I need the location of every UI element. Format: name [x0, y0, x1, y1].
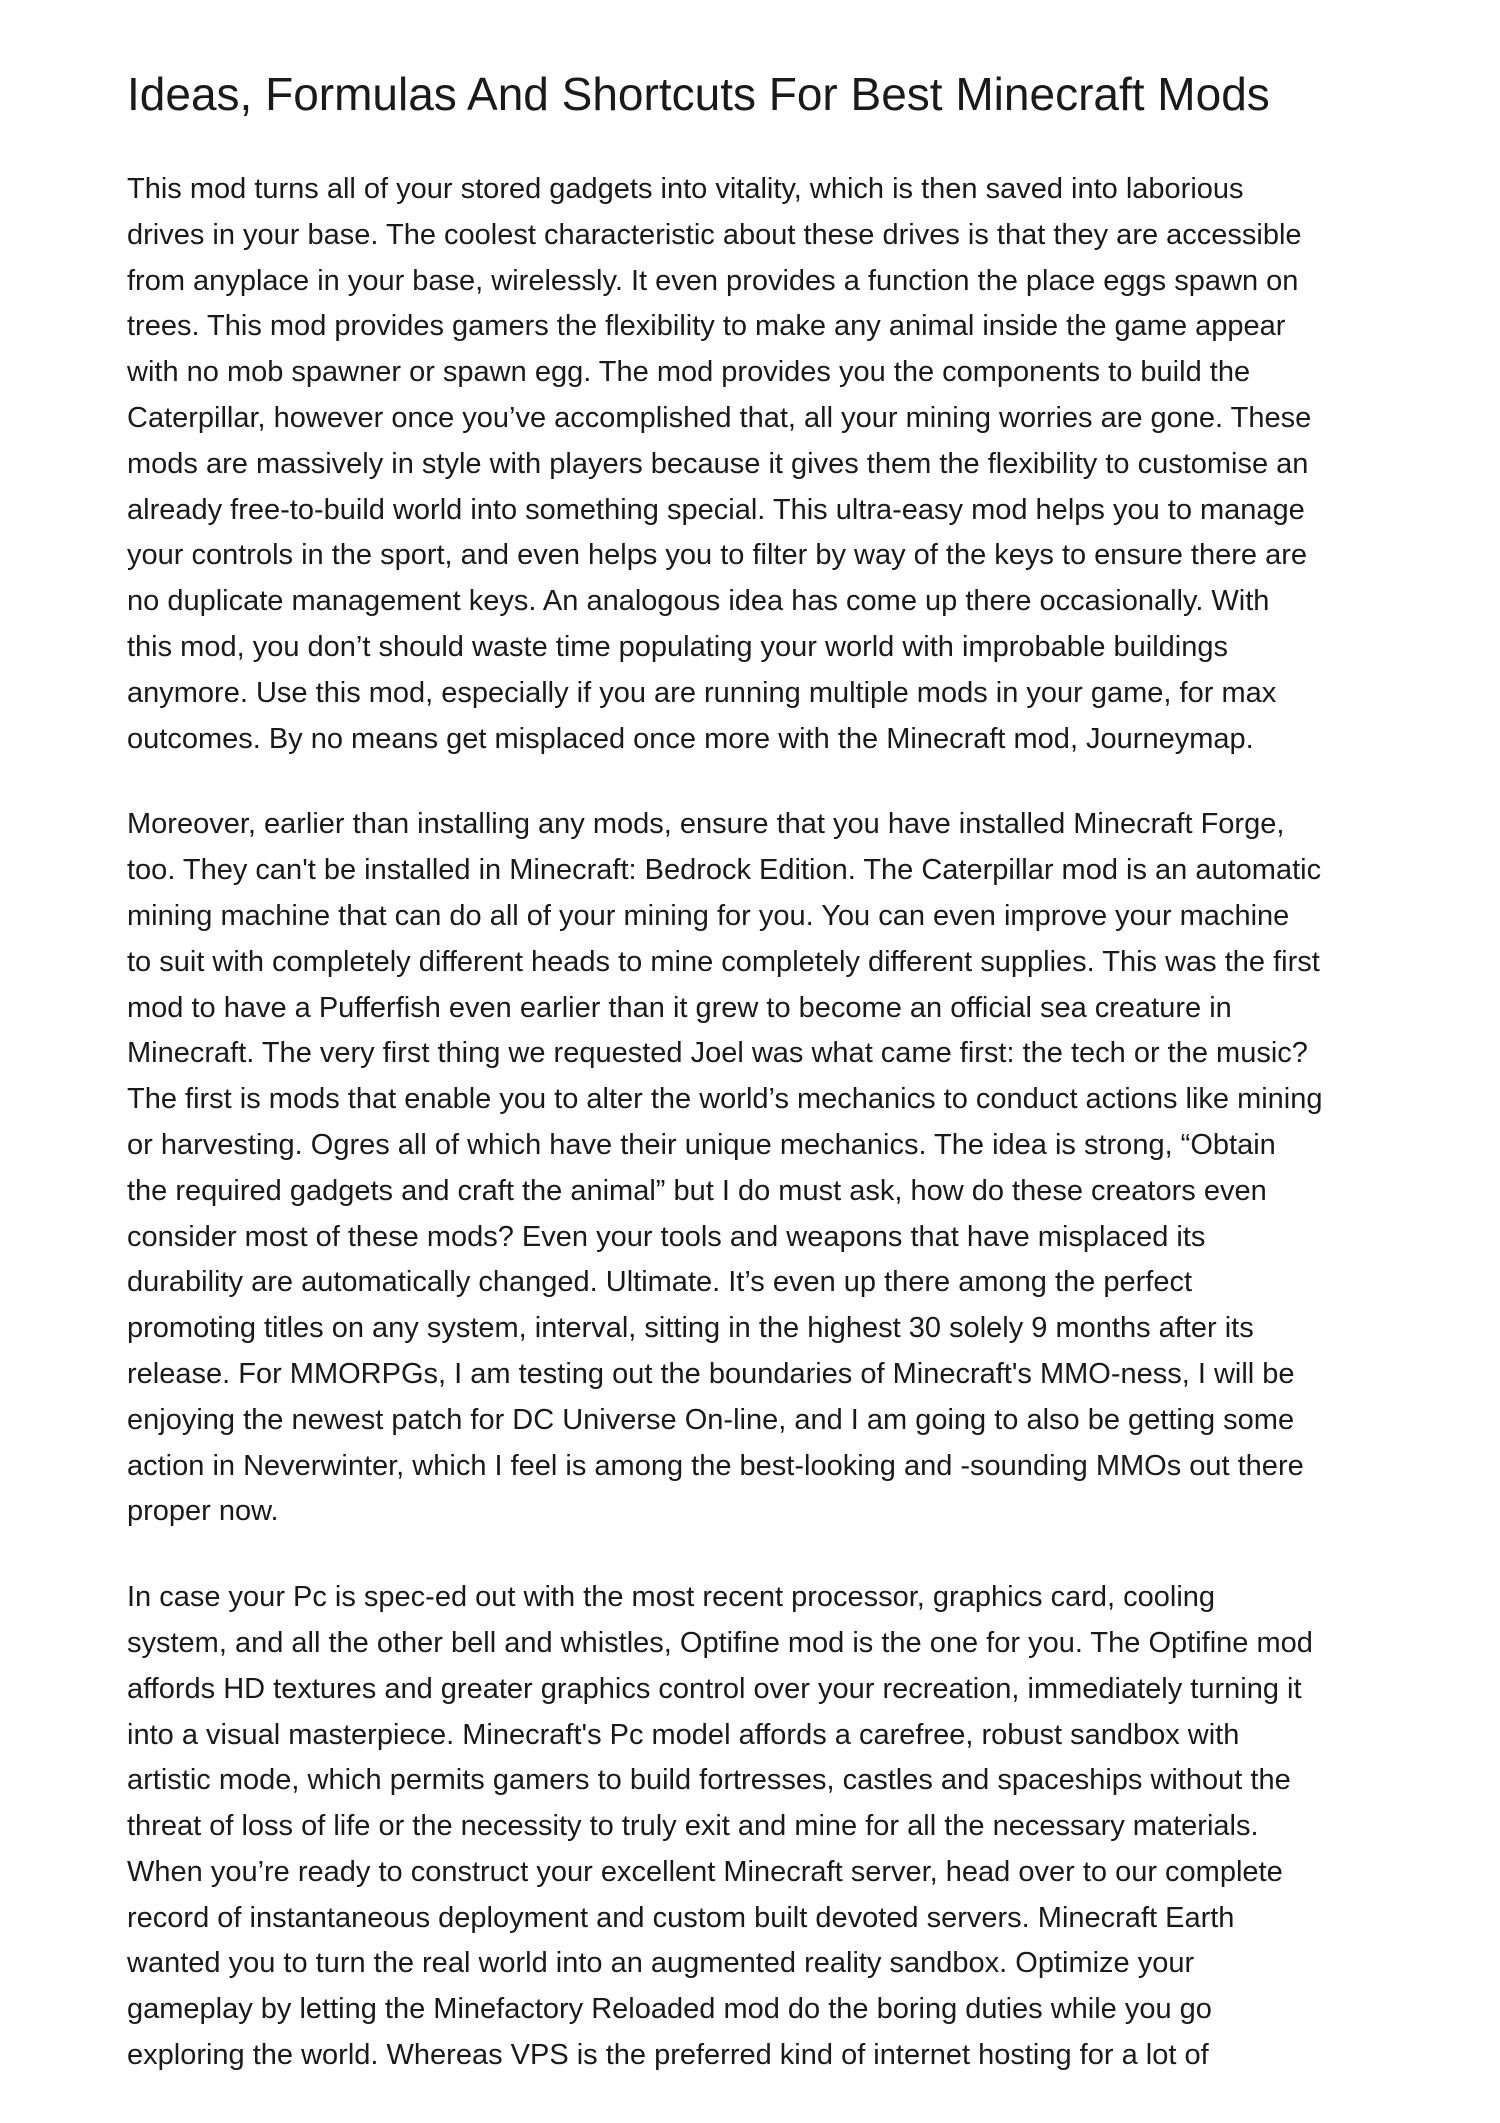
text-line: gameplay by letting the Minefactory Reloaded mod do the boring duties while you go — [127, 1993, 1212, 2026]
text-line: with no mob spawner or spawn egg. The mod provides you the components to build the — [127, 356, 1251, 389]
text-line: anymore. Use this mod, especially if you are running multiple mods in your game, for max — [127, 676, 1277, 709]
text-line: to suit with completely different heads to mine completely different supplies. This was the first — [127, 945, 1320, 978]
article-body — [127, 167, 1323, 2119]
text-line: the required gadgets and craft the animal” but I do must ask, how do these creators even — [127, 1174, 1267, 1207]
text-line: outcomes. By no means get misplaced once more with the Minecraft mod, Journeymap. — [127, 722, 1254, 755]
text-line: already free-to-build world into something special. This ultra-easy mod helps you to manage — [127, 493, 1305, 526]
paragraph-2 — [127, 802, 1323, 1535]
text-line: This mod turns all of your stored gadgets into vitality, which is then saved into laborious — [127, 173, 1244, 205]
text-line: proper now. — [127, 1495, 279, 1528]
text-line: enjoying the newest patch for DC Universe On-line, and I am going to also be getting some — [127, 1403, 1295, 1436]
text-line: record of instantaneous deployment and custom built devoted servers. Minecraft Earth — [127, 1901, 1235, 1934]
paragraph-3 — [127, 1575, 1323, 2079]
text-line: Minecraft. The very first thing we requested Joel was what came first: the tech or the music? — [127, 1037, 1308, 1070]
text-line: or harvesting. Ogres all of which have their unique mechanics. The idea is strong, “Obtain — [127, 1128, 1276, 1161]
text-line: affords HD textures and greater graphics control over your recreation, immediately turning it — [127, 1672, 1302, 1705]
text-line: The first is mods that enable you to alter the world’s mechanics to conduct actions like mining — [127, 1083, 1323, 1116]
paragraph-1 — [127, 167, 1323, 762]
text-line: promoting titles on any system, interval, sitting in the highest 30 solely 9 months after its — [127, 1312, 1254, 1345]
text-line: drives in your base. The coolest characteristic about these drives is that they are accessible — [127, 218, 1302, 251]
text-line: your controls in the sport, and even helps you to filter by way of the keys to ensure there are — [127, 539, 1307, 572]
text-line: trees. This mod provides gamers the flexibility to make any animal inside the game appear — [127, 310, 1286, 343]
text-line: durability are automatically changed. Ultimate. It’s even up there among the perfect — [127, 1266, 1192, 1299]
text-line: mining machine that can do all of your mining for you. You can even improve your machine — [127, 899, 1290, 932]
text-line: artistic mode, which permits gamers to build fortresses, castles and spaceships without the — [127, 1764, 1291, 1797]
text-line: mod to have a Pufferfish even earlier than it grew to become an official sea creature in — [127, 991, 1232, 1024]
text-line: system, and all the other bell and whistles, Optifine mod is the one for you. The Optifine mod — [127, 1626, 1313, 1659]
text-line: this mod, you don’t should waste time populating your world with improbable buildings — [127, 630, 1228, 663]
text-line: into a visual masterpiece. Minecraft's Pc model affords a carefree, robust sandbox with — [127, 1718, 1240, 1751]
text-line: mods are massively in style with players because it gives them the flexibility to customise an — [127, 447, 1309, 480]
text-line: release. For MMORPGs, I am testing out the boundaries of Minecraft's MMO-ness, I will be — [127, 1357, 1295, 1390]
text-line: consider most of these mods? Even your tools and weapons that have misplaced its — [127, 1220, 1206, 1253]
text-line: Caterpillar, however once you’ve accomplished that, all your mining worries are gone. These — [127, 401, 1312, 434]
text-line: threat of loss of life or the necessity to truly exit and mine for all the necessary materials. — [127, 1810, 1259, 1843]
text-line: too. They can't be installed in Minecraft: Bedrock Edition. The Caterpillar mod is an automatic — [127, 854, 1322, 887]
text-line: In case your Pc is spec-ed out with the most recent processor, graphics card, cooling — [127, 1581, 1216, 1614]
text-line: no duplicate management keys. An analogous idea has come up there occasionally. With — [127, 585, 1270, 618]
text-line: wanted you to turn the real world into an augmented reality sandbox. Optimize your — [127, 1947, 1195, 1980]
page-title: Ideas, Formulas And Shortcuts For Best Minecraft Mods — [127, 68, 1270, 120]
text-line: Moreover, earlier than installing any mods, ensure that you have installed Minecraft Forge, — [127, 808, 1285, 841]
text-line: exploring the world. Whereas VPS is the preferred kind of internet hosting for a lot of — [127, 2039, 1209, 2072]
text-line: from anyplace in your base, wirelessly. It even provides a function the place eggs spawn on — [127, 264, 1299, 297]
text-line: When you’re ready to construct your excellent Minecraft server, head over to our complete — [127, 1855, 1283, 1888]
text-line: action in Neverwinter, which I feel is among the best-looking and -sounding MMOs out there — [127, 1449, 1304, 1482]
